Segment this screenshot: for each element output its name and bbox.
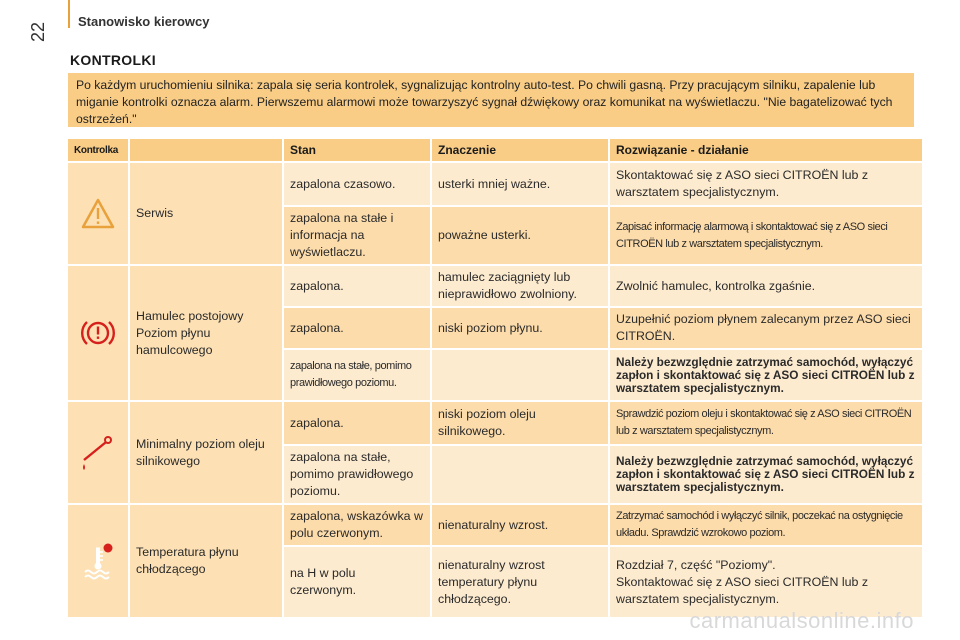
light-name: Hamulec postojowy Poziom płynu hamulcowego: [130, 266, 282, 400]
cell-rozwiazanie: Uzupełnić poziom płynem zalecanym przez ASO sieci CITROËN.: [610, 308, 922, 348]
coolant-temperature-icon: [77, 540, 119, 582]
cell-stan: zapalona.: [284, 308, 430, 348]
icon-cell: [68, 505, 128, 617]
table-row: [68, 163, 922, 205]
cell-rozwiazanie: Skontaktować się z ASO sieci CITROËN lub z warsztatem specjalistycznym.: [610, 163, 922, 205]
cell-rozwiazanie: Zapisać informację alarmową i skontaktować się z ASO sieci CITROËN lub z warsztatem specjalistycznym.: [610, 207, 922, 264]
icon-cell: [68, 402, 128, 503]
header-kontrolka: Kontrolka: [68, 139, 128, 161]
light-name: Temperatura płynu chłodzącego: [130, 505, 282, 617]
cell-rozwiazanie: Zwolnić hamulec, kontrolka zgaśnie.: [610, 266, 922, 306]
page-number: 22: [28, 21, 48, 42]
cell-rozwiazanie: Należy bezwzględnie zatrzymać samochód, wyłączyć zapłon i skontaktować się z ASO sieci CITROËN lub z warsztatem specjalistycznym.: [610, 350, 922, 400]
cell-stan: zapalona na stałe, pomimo prawidłowego poziomu.: [284, 350, 430, 400]
header-rozwiazanie: Rozwiązanie - działanie: [610, 139, 922, 161]
oil-level-icon: [78, 433, 118, 473]
watermark: carmanualsonline.info: [689, 608, 914, 633]
table-row: [68, 505, 922, 545]
cell-rozwiazanie: Należy bezwzględnie zatrzymać samochód, wyłączyć zapłon i skontaktować się z ASO sieci CITROËN lub z warsztatem specjalistycznym.: [610, 446, 922, 503]
cell-znaczenie: usterki mniej ważne.: [432, 163, 608, 205]
icon-cell: [68, 163, 128, 264]
cell-rozwiazanie: Rozdział 7, część "Poziomy". Skontaktować się z ASO sieci CITROËN lub z warsztatem specjalistycznym.: [610, 547, 922, 617]
cell-stan: zapalona czasowo.: [284, 163, 430, 205]
cell-znaczenie: nienaturalny wzrost.: [432, 505, 608, 545]
warning-lights-table: [66, 137, 924, 619]
warning-triangle-icon: [80, 197, 116, 231]
cell-rozwiazanie: Zatrzymać samochód i wyłączyć silnik, poczekać na ostygnięcie układu. Sprawdzić wzrokowo poziom.: [610, 505, 922, 545]
cell-znaczenie: niski poziom płynu.: [432, 308, 608, 348]
table-row: [68, 402, 922, 444]
cell-stan: zapalona.: [284, 266, 430, 306]
intro-text: Po każdym uruchomieniu silnika: zapala się seria kontrolek, sygnalizując kontrolny auto-test. Po chwili gasną. Przy pracującym silniku, zapalenie lub miganie kontrolki oznacza alarm. Pierwszemu alarmowi może towarzyszyć sygnał dźwiękowy oraz komunikat na wyświetlaczu. "Nie bagatelizować tych ostrzeżeń.": [68, 73, 914, 127]
header-name: [130, 139, 282, 161]
cell-stan: zapalona na stałe i informacja na wyświetlaczu.: [284, 207, 430, 264]
cell-znaczenie: nienaturalny wzrost temperatury płynu chłodzącego.: [432, 547, 608, 617]
cell-stan: zapalona.: [284, 402, 430, 444]
cell-znaczenie: [432, 446, 608, 503]
cell-znaczenie: niski poziom oleju silnikowego.: [432, 402, 608, 444]
header-stan: Stan: [284, 139, 430, 161]
cell-stan: na H w polu czerwonym.: [284, 547, 430, 617]
section-title: KONTROLKI: [70, 52, 156, 68]
table-row: [68, 266, 922, 306]
light-name: Serwis: [130, 163, 282, 264]
cell-rozwiazanie: Sprawdzić poziom oleju i skontaktować się z ASO sieci CITROËN lub z warsztatem specjalistycznym.: [610, 402, 922, 444]
light-name: Minimalny poziom oleju silnikowego: [130, 402, 282, 503]
icon-cell: [68, 266, 128, 400]
cell-stan: zapalona na stałe, pomimo prawidłowego poziomu.: [284, 446, 430, 503]
table-header-row: [68, 139, 922, 161]
header-znaczenie: Znaczenie: [432, 139, 608, 161]
cell-znaczenie: poważne usterki.: [432, 207, 608, 264]
chapter-header: Stanowisko kierowcy: [78, 14, 210, 29]
brake-warning-icon: [79, 317, 117, 349]
cell-stan: zapalona, wskazówka w polu czerwonym.: [284, 505, 430, 545]
cell-znaczenie: [432, 350, 608, 400]
header-accent-rule: [68, 0, 70, 28]
cell-znaczenie: hamulec zaciągnięty lub nieprawidłowo zwolniony.: [432, 266, 608, 306]
